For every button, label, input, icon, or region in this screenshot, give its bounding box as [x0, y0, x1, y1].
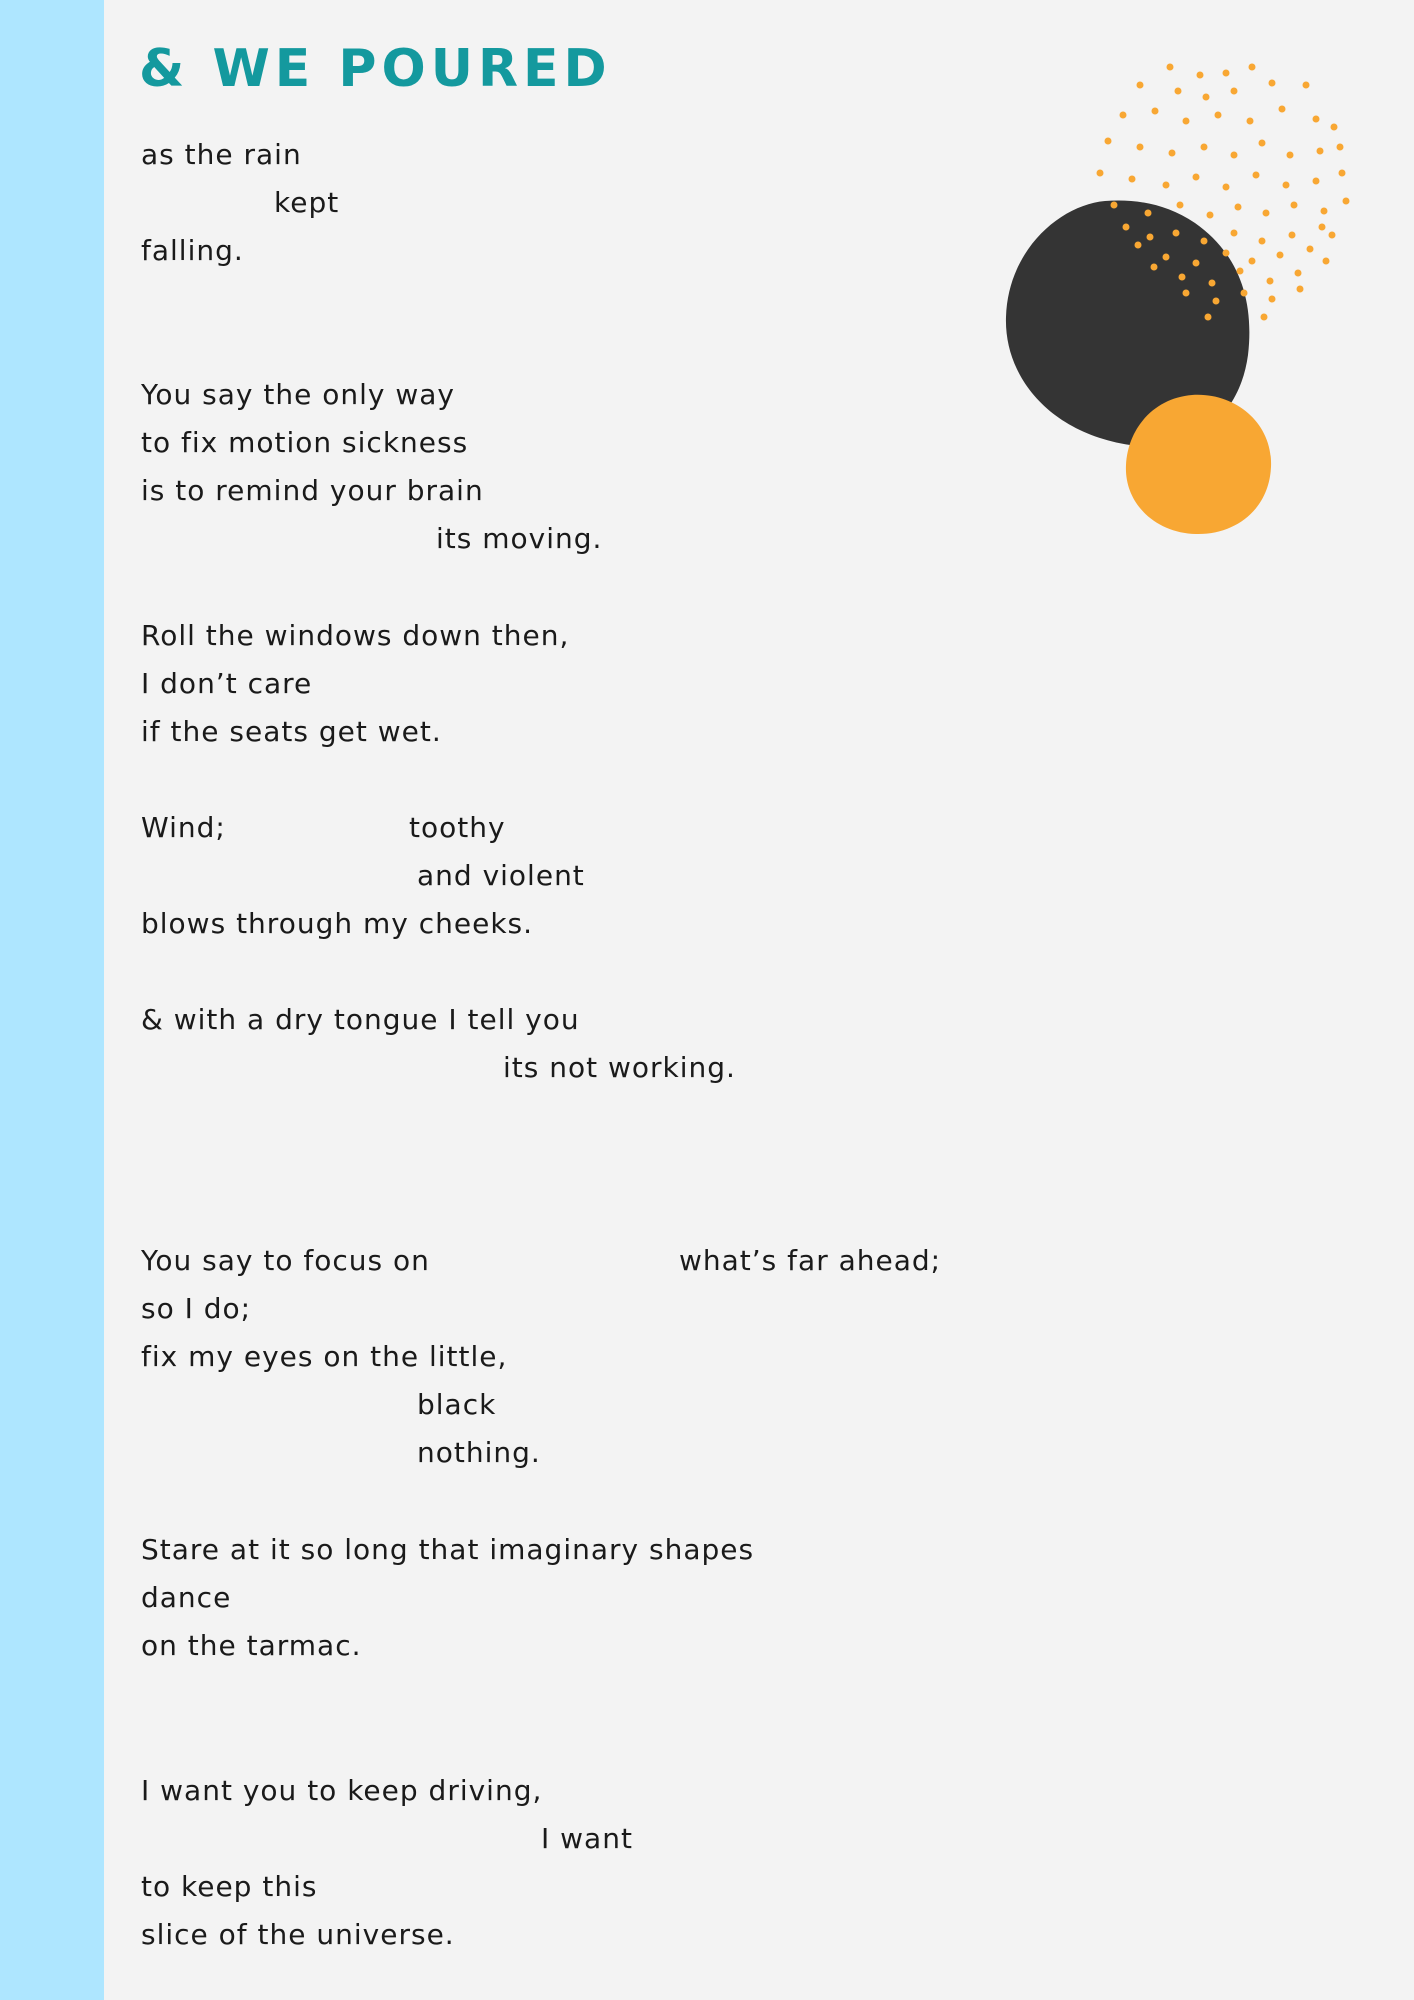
poem-line: blows through my cheeks. — [141, 907, 534, 940]
poem-line: I don’t care — [141, 667, 313, 700]
poem-line: and violent — [417, 859, 585, 892]
poem-line: fix my eyes on the little, — [141, 1340, 508, 1373]
poem-line: if the seats get wet. — [141, 715, 442, 748]
poem-line: to keep this — [141, 1870, 318, 1903]
poem-line: on the tarmac. — [141, 1629, 362, 1662]
poem-line: black — [417, 1388, 497, 1421]
poem-line: its moving. — [436, 522, 603, 555]
poem-line: I want you to keep driving, — [141, 1774, 543, 1807]
orange-circle-shape — [1126, 395, 1271, 534]
poem-line: Wind; — [141, 811, 226, 844]
poem-line: nothing. — [417, 1436, 541, 1469]
poem-line: Stare at it so long that imaginary shapes — [141, 1533, 755, 1566]
poem-line: slice of the universe. — [141, 1918, 455, 1951]
poem-line: & with a dry tongue I tell you — [141, 1003, 580, 1036]
poem-line: as the rain — [141, 138, 302, 171]
poem-line: kept — [274, 186, 340, 219]
side-color-band — [0, 0, 104, 2000]
poem-line: toothy — [409, 811, 506, 844]
poem-line: Roll the windows down then, — [141, 619, 570, 652]
poem-line: I want — [541, 1822, 633, 1855]
poem-line: is to remind your brain — [141, 474, 484, 507]
poem-line: to fix motion sickness — [141, 426, 469, 459]
poem-line: You say the only way — [141, 378, 455, 411]
poem-title: & WE POURED — [139, 39, 612, 99]
poem-line: falling. — [141, 234, 244, 267]
poem-line: what’s far ahead; — [679, 1244, 942, 1277]
poem-line: so I do; — [141, 1292, 252, 1325]
poem-line: its not working. — [503, 1051, 736, 1084]
poem-line: dance — [141, 1581, 232, 1614]
poem-line: You say to focus on — [141, 1244, 430, 1277]
abstract-shapes-illustration — [990, 55, 1370, 555]
